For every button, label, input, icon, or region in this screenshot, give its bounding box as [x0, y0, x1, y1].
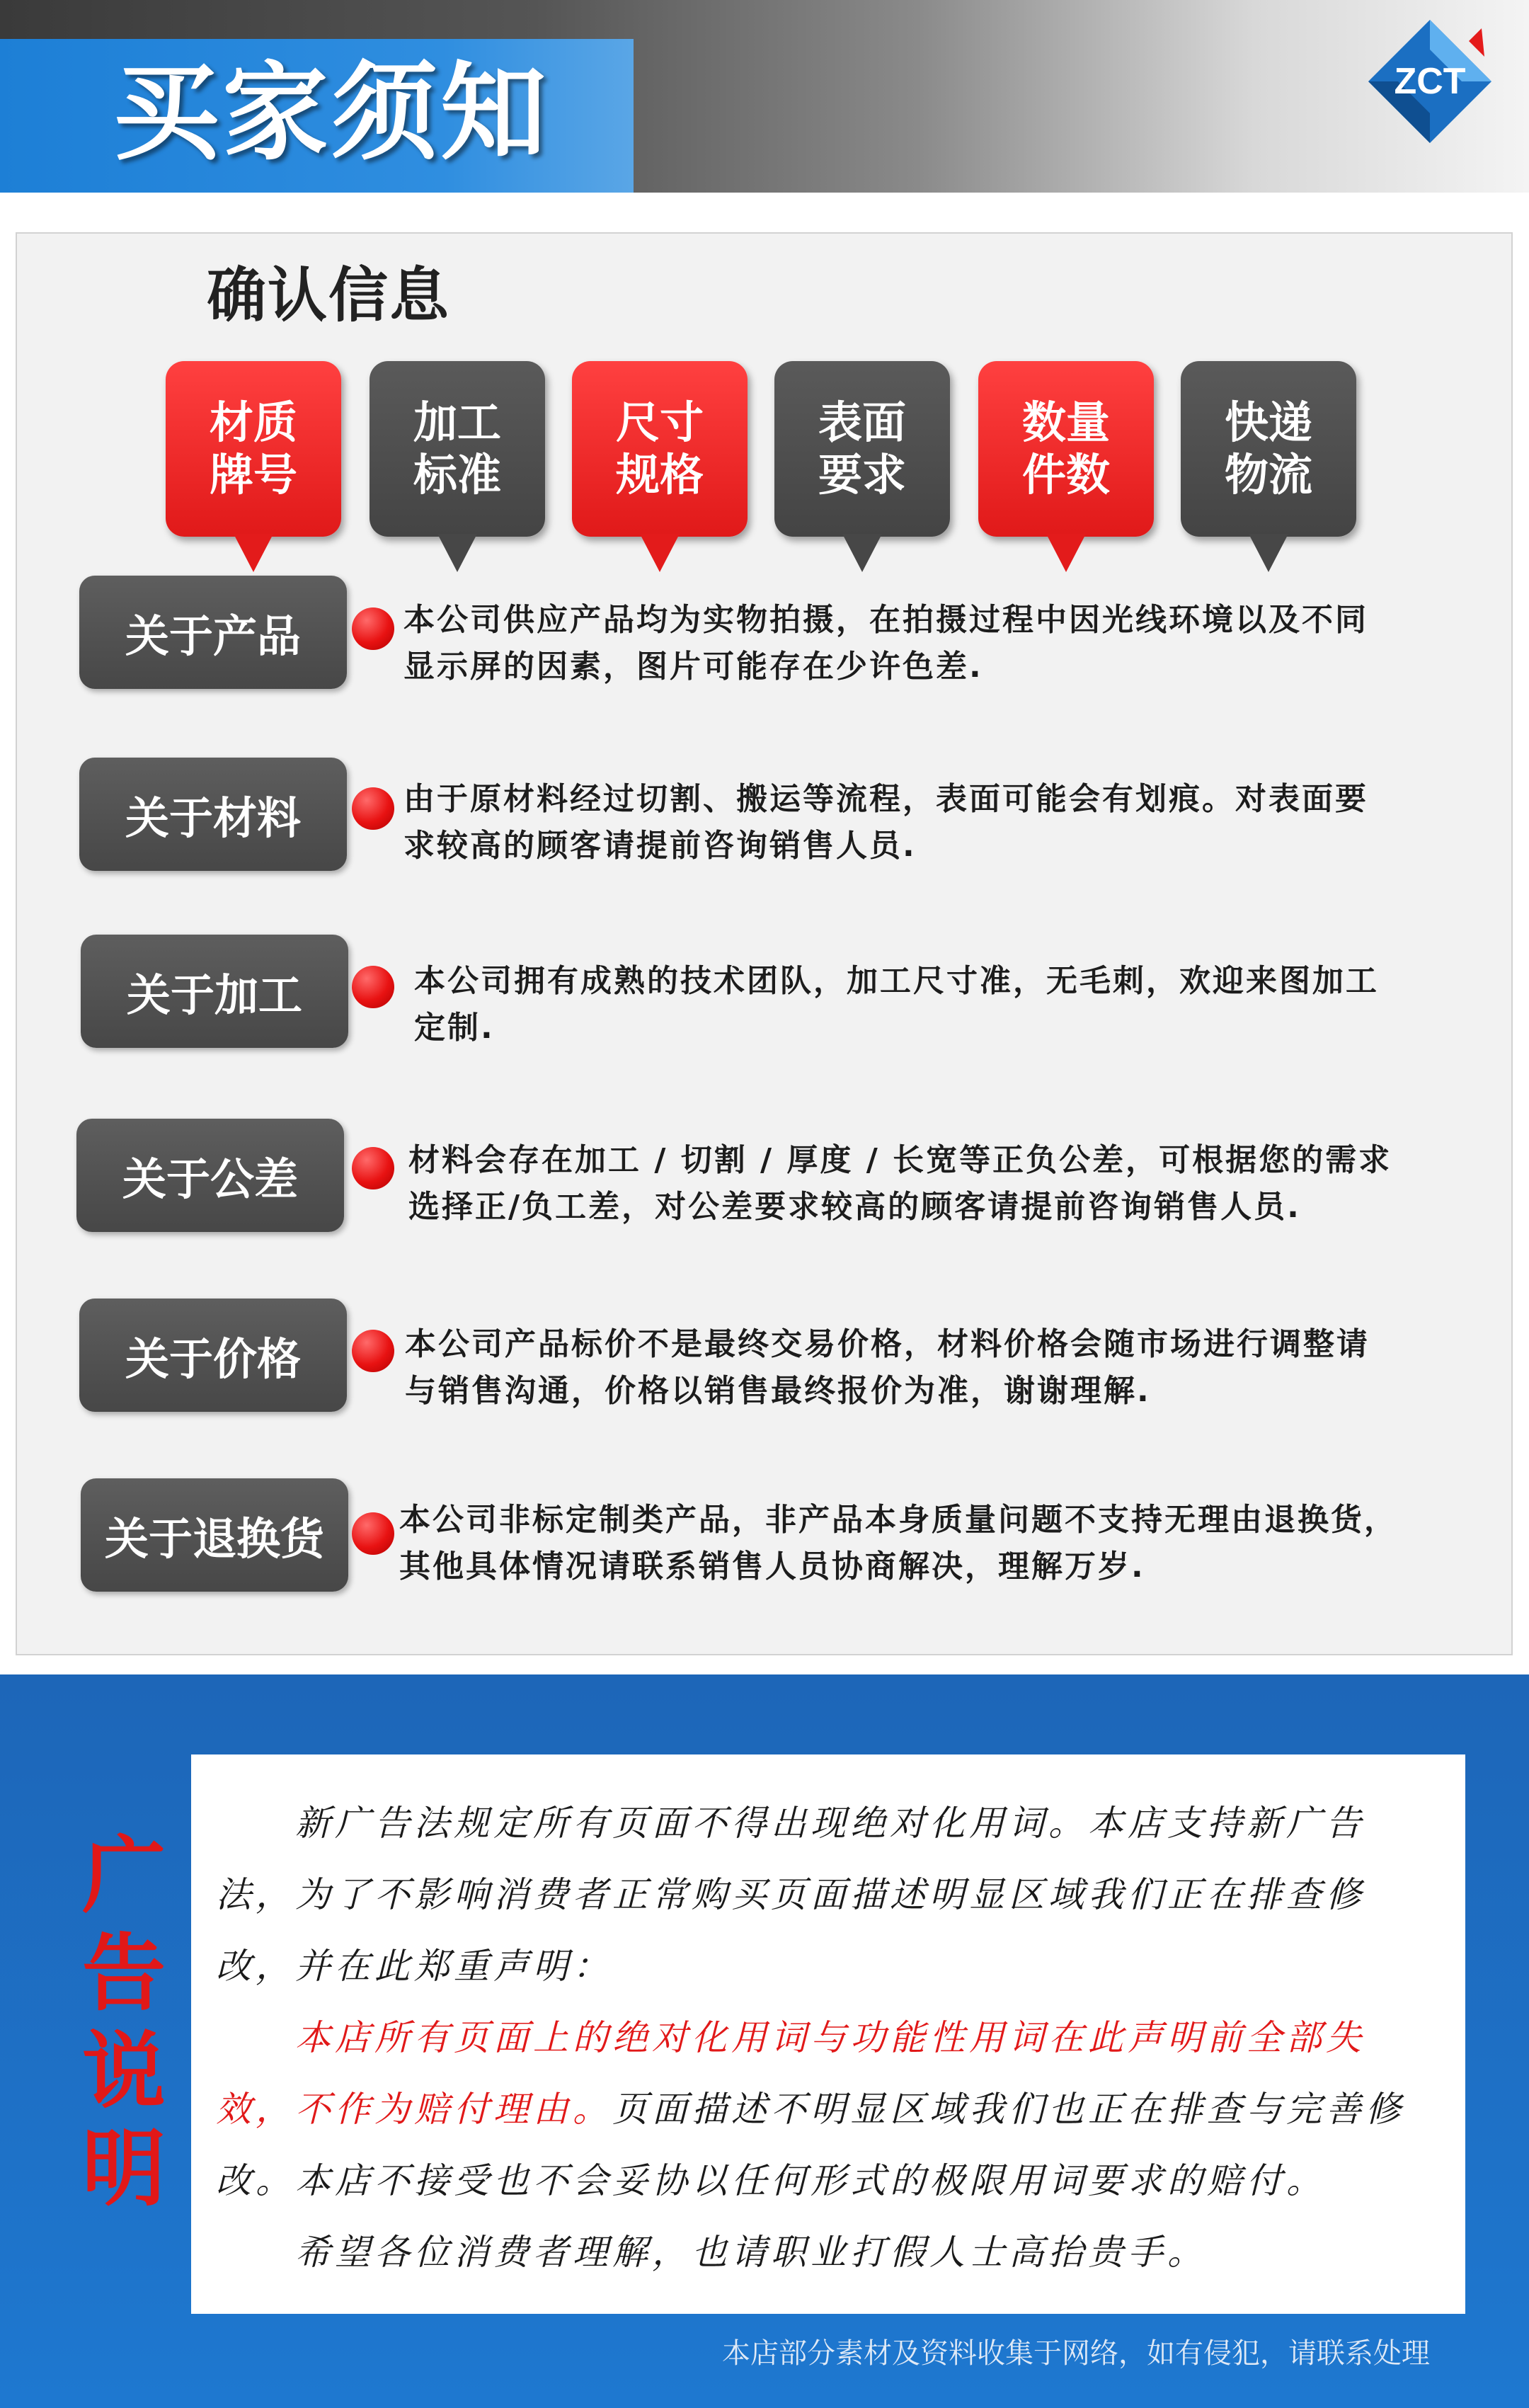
bullet-dot-icon: [352, 787, 394, 830]
tag-line: 数量: [1021, 396, 1110, 448]
bullet-dot-icon: [352, 1330, 394, 1372]
tag-express-logistics: [1181, 361, 1356, 537]
tag-material-grade: [166, 361, 341, 537]
tag-line: 尺寸: [615, 396, 704, 448]
row-text-line: 定制.: [414, 1010, 495, 1046]
zct-logo-icon: [1363, 14, 1497, 149]
tag-quantity: [978, 361, 1154, 537]
row-text-line: 本公司非标定制类产品，非产品本身质量问题不支持无理由退换货，: [399, 1502, 1397, 1538]
row-text-line: 其他具体情况请联系销售人员协商解决，理解万岁.: [399, 1548, 1145, 1585]
ad-paragraph-2: [216, 2002, 1441, 2217]
row-text-price: [405, 1321, 1445, 1415]
row-text-line: 材料会存在加工 / 切割 / 厚度 / 长宽等正负公差，可根据您的需求: [408, 1142, 1392, 1178]
tag-line: 加工: [413, 396, 501, 448]
ad-vertical-title: [81, 1827, 166, 2218]
tag-line: 件数: [1021, 449, 1110, 501]
row-text-processing: [414, 958, 1455, 1051]
svg-text:ZCT: ZCT: [1394, 61, 1466, 102]
tag-line: 牌号: [209, 449, 297, 501]
ad-paragraph-2-black: 页面描述不明显区域我们也正在排查与完善修改。本店不接受也不会妥协以任何形式的极限用词要求的赔付。: [216, 2089, 1405, 2201]
bullet-dot-icon: [352, 966, 394, 1008]
ad-vertical-char: 说: [81, 2022, 166, 2120]
row-text-line: 本公司供应产品均为实物拍摄，在拍摄过程中因光线环境以及不同: [403, 602, 1368, 638]
row-text-line: 本公司拥有成熟的技术团队，加工尺寸准，无毛刺，欢迎来图加工: [414, 963, 1379, 999]
ad-paragraph-2-red: 本店所有页面上的绝对化用词与功能性用词在此声明前全部失效，不作为赔付理由。: [216, 2017, 1365, 2130]
tag-line: 要求: [818, 449, 906, 501]
tag-size-spec: [572, 361, 748, 537]
row-text-return-exchange: [399, 1497, 1461, 1590]
bullet-dot-icon: [352, 1147, 394, 1189]
row-text-line: 求较高的顾客请提前咨询销售人员.: [403, 828, 917, 864]
tag-processing-standard: [370, 361, 545, 537]
ad-vertical-char: 广: [81, 1827, 166, 1924]
ad-vertical-char: 明: [81, 2120, 166, 2218]
row-text-line: 本公司产品标价不是最终交易价格，材料价格会随市场进行调整请: [405, 1326, 1370, 1362]
tag-line: 标准: [413, 449, 501, 501]
tag-line: 规格: [615, 449, 704, 501]
row-label-price: 关于价格: [79, 1299, 347, 1412]
section-divider: [0, 1657, 1529, 1674]
tag-surface-requirement: [774, 361, 950, 537]
row-label-material: 关于材料: [79, 758, 347, 871]
row-label-processing: 关于加工: [81, 935, 348, 1048]
bullet-dot-icon: [352, 607, 394, 650]
ad-paragraph-3: 希望各位消费者理解，也请职业打假人士高抬贵手。: [216, 2232, 1207, 2273]
copyright-footer-note: 本店部分素材及资料收集于网络，如有侵犯，请联系处理: [722, 2337, 1430, 2370]
row-text-line: 显示屏的因素，图片可能存在少许色差.: [403, 649, 983, 685]
page-title: 买家须知: [113, 52, 550, 175]
tag-line: 物流: [1224, 449, 1312, 501]
row-text-line: 由于原材料经过切割、搬运等流程，表面可能会有划痕。对表面要: [403, 781, 1368, 817]
tag-line: 快递: [1224, 396, 1312, 448]
row-label-product: 关于产品: [79, 576, 347, 689]
confirm-info-heading: 确认信息: [207, 261, 451, 330]
row-text-material: [403, 776, 1444, 869]
row-label-return-exchange: 关于退换货: [81, 1478, 348, 1592]
row-text-line: 选择正/负工差，对公差要求较高的顾客请提前咨询销售人员.: [408, 1189, 1301, 1225]
ad-vertical-char: 告: [81, 1924, 166, 2022]
tag-line: 表面: [818, 396, 906, 448]
bullet-dot-icon: [352, 1512, 394, 1555]
row-text-tolerance: [408, 1137, 1449, 1231]
row-text-product: [403, 597, 1444, 690]
row-text-line: 与销售沟通，价格以销售最终报价为准，谢谢理解.: [405, 1373, 1151, 1409]
row-label-tolerance: 关于公差: [76, 1119, 344, 1232]
tag-line: 材质: [209, 396, 297, 448]
ad-paragraph-1: 新广告法规定所有页面不得出现绝对化用词。本店支持新广告法，为了不影响消费者正常购买页面描述明显区域我们正在排查修改，并在此郑重声明：: [216, 1803, 1365, 1987]
